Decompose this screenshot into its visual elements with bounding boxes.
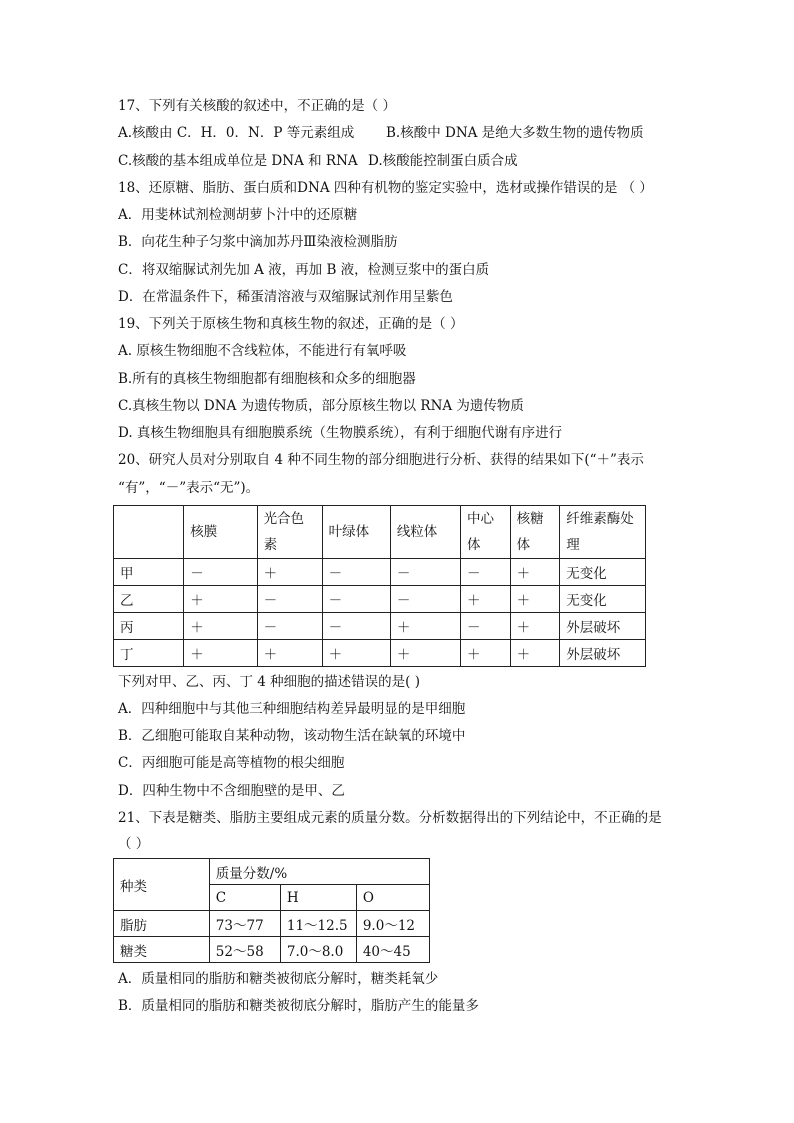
q20-option-a: A．四种细胞中与其他三种细胞结构差异最明显的是甲细胞 [118,701,466,717]
table-header-cell: 中心体 [461,506,511,559]
table-cell: 脂肪 [114,911,210,937]
q21-stem-line-2: （ ） [118,836,150,852]
q21-stem-line-1: 21、下表是糖类、脂肪主要组成元素的质量分数。分析数据得出的下列结论中，不正确的是 [118,810,662,826]
q19-option-c: C.真核生物以 DNA 为遗传物质，部分原核生物以 RNA 为遗传物质 [118,398,524,414]
table-cell: ＋ [461,640,511,667]
table-cell: ＋ [461,586,511,613]
q19-stem: 19、下列关于原核生物和真核生物的叙述，正确的是（ ） [118,316,464,332]
table-cell: 无变化 [560,559,646,586]
table-cell: 甲 [114,559,184,586]
table-header-cell: 核膜 [184,506,257,559]
table-cell: ＋ [510,559,560,586]
q21-option-a: A．质量相同的脂肪和糖类被彻底分解时，糖类耗氧少 [118,971,439,987]
q20-stem-line-2: “有”，“－”表示“无”)。 [118,480,260,496]
q18-stem: 18、还原糖、脂肪、蛋白质和DNA 四种有机物的鉴定实验中，选材或操作错误的是 （ ） [118,180,653,196]
q19-option-b: B.所有的真核生物细胞都有细胞核和众多的细胞器 [118,371,416,387]
table-header-row [114,506,646,559]
q18-option-b: B．向花生种子匀浆中滴加苏丹Ⅲ染液检测脂肪 [118,234,398,250]
q21-option-b: B．质量相同的脂肪和糖类被彻底分解时，脂肪产生的能量多 [118,998,479,1014]
q17-option-d: D.核酸能控制蛋白质合成 [368,153,518,169]
table-header-cell: 线粒体 [390,506,460,559]
table-cell: 73～77 [209,911,280,937]
table-row [114,559,646,586]
table-cell: ＋ [510,640,560,667]
table-row [114,911,430,937]
table-cell: 糖类 [114,937,210,963]
q21-composition-table [113,858,430,963]
table-header-cell: 纤维素酶处理 [560,506,646,559]
table-cell: － [461,613,511,640]
q20-question: 下列对甲、乙、丙、丁 4 种细胞的描述错误的是( ) [118,674,420,690]
q19-option-a: A. 原核生物细胞不含线粒体，不能进行有氧呼吸 [118,343,407,359]
table-cell: 9.0～12 [356,911,429,937]
table-cell: ＋ [510,586,560,613]
table-cell: 乙 [114,586,184,613]
table-cell: ＋ [390,640,460,667]
table-header-cell: 光合色素 [257,506,322,559]
q17-option-a: A.核酸由 C．H．0．N．P 等元素组成 [118,125,355,141]
table-cell: ＋ [257,640,322,667]
table-cell: － [257,586,322,613]
table-row [114,937,430,963]
table-header-cell: 核糖体 [510,506,560,559]
table-cell: 丁 [114,640,184,667]
table-header-cell: C [209,885,280,911]
table-group-header: 质量分数/% [209,859,429,885]
q17-options-row-2 [118,151,518,171]
table-cell: 7.0～8.0 [280,937,356,963]
table-cell: ＋ [390,613,460,640]
table-row [114,613,646,640]
q18-option-d: D．在常温条件下，稀蛋清溶液与双缩脲试剂作用呈紫色 [118,289,453,305]
table-cell: ＋ [322,640,390,667]
table-row [114,640,646,667]
q20-option-b: B．乙细胞可能取自某种动物，该动物生活在缺氧的环境中 [118,728,466,744]
table-cell: － [322,559,390,586]
table-header-cell: O [356,885,429,911]
table-cell: 无变化 [560,586,646,613]
table-header-cell: 叶绿体 [322,506,390,559]
table-row-header: 种类 [114,859,210,911]
table-cell: － [322,613,390,640]
table-cell: 丙 [114,613,184,640]
table-cell: 外层破坏 [560,613,646,640]
q19-option-d: D. 真核生物细胞具有细胞膜系统（生物膜系统），有利于细胞代谢有序进行 [118,425,563,441]
table-header-row [114,859,430,885]
table-cell: － [257,613,322,640]
table-cell: ＋ [257,559,322,586]
table-header-cell: H [280,885,356,911]
q18-option-c: C．将双缩脲试剂先加 A 液，再加 B 液，检测豆浆中的蛋白质 [118,262,490,278]
table-cell: 40～45 [356,937,429,963]
q20-option-d: D．四种生物中不含细胞壁的是甲、乙 [118,783,345,799]
q17-stem: 17、下列有关核酸的叙述中，不正确的是（ ） [118,98,396,114]
table-cell: 11～12.5 [280,911,356,937]
table-cell: ＋ [184,586,257,613]
q17-option-b: B.核酸中 DNA 是绝大多数生物的遗传物质 [386,125,644,141]
table-cell: － [390,559,460,586]
q20-stem-line-1: 20、研究人员对分别取自 4 种不同生物的部分细胞进行分析、获得的结果如下(“＋”表示 [118,452,644,468]
table-cell: ＋ [510,613,560,640]
q17-options-row-1 [118,123,644,143]
q18-option-a: A．用斐林试剂检测胡萝卜汁中的还原糖 [118,207,358,223]
q17-option-c: C.核酸的基本组成单位是 DNA 和 RNA [118,153,358,169]
table-cell: 外层破坏 [560,640,646,667]
q20-option-c: C．丙细胞可能是高等植物的根尖细胞 [118,755,345,771]
table-cell: － [390,586,460,613]
table-cell: ＋ [184,640,257,667]
table-cell: － [461,559,511,586]
table-cell: － [322,586,390,613]
q20-cell-table [113,505,646,667]
table-cell: 52～58 [209,937,280,963]
table-row [114,586,646,613]
table-header-cell [114,506,184,559]
table-cell: － [184,559,257,586]
table-cell: ＋ [184,613,257,640]
